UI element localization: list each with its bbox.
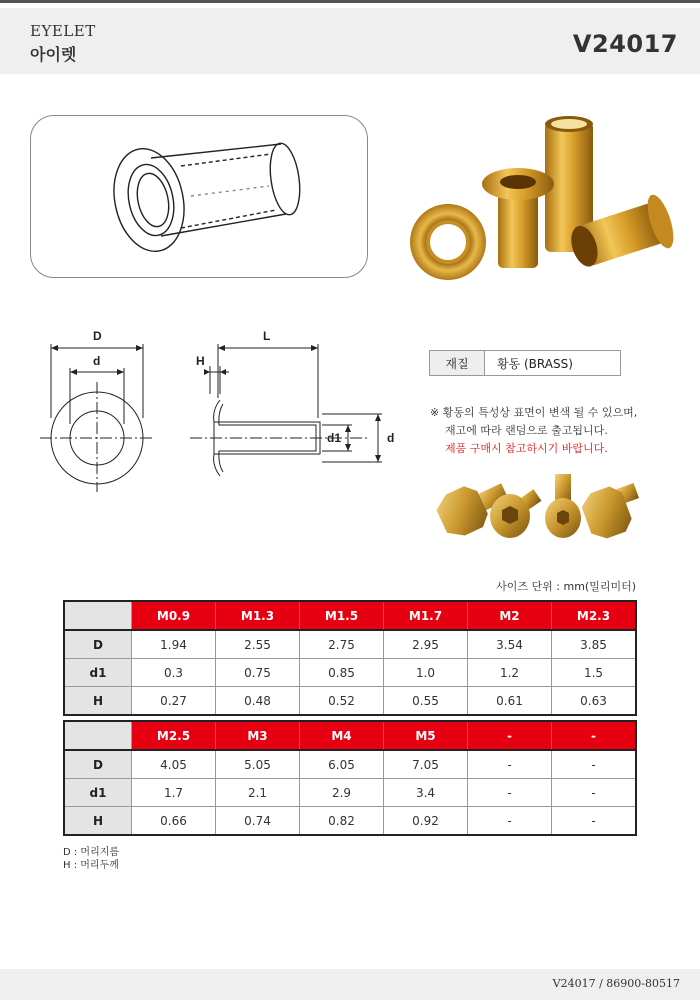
table-cell: 0.48	[216, 687, 300, 716]
label-d-side: d	[387, 431, 395, 445]
size-header: -	[468, 721, 552, 750]
table-cell: 0.27	[132, 687, 216, 716]
row-label: d1	[64, 659, 132, 687]
material-label: 재질	[430, 351, 485, 375]
note-line-3: 제품 구매시 참고하시기 바랍니다.	[445, 442, 608, 455]
table-cell: 2.95	[384, 630, 468, 659]
page-footer	[0, 969, 700, 1000]
size-header: M1.3	[216, 601, 300, 630]
size-table-1	[63, 600, 637, 716]
unit-note: 사이즈 단위 : mm(밀리미터)	[496, 580, 636, 593]
table-cell: -	[468, 779, 552, 807]
table-header-row	[64, 721, 636, 750]
label-L: L	[263, 329, 271, 343]
table-cell: 5.05	[216, 750, 300, 779]
label-d: d	[93, 354, 101, 368]
table-cell: 7.05	[384, 750, 468, 779]
header-corner	[64, 601, 132, 630]
table-cell: 0.92	[384, 807, 468, 836]
table-cell: 6.05	[300, 750, 384, 779]
eyelet-sketch-panel	[30, 115, 368, 278]
material-spec	[429, 350, 621, 376]
table-cell: 1.2	[468, 659, 552, 687]
row-label: D	[64, 750, 132, 779]
size-table-2	[63, 720, 637, 836]
table-cell: -	[552, 750, 637, 779]
table-cell: 0.52	[300, 687, 384, 716]
row-label: H	[64, 687, 132, 716]
table-cell: 2.9	[300, 779, 384, 807]
table-cell: 3.4	[384, 779, 468, 807]
size-header: M1.5	[300, 601, 384, 630]
label-H: H	[196, 354, 205, 368]
size-header: M2	[468, 601, 552, 630]
row-label: H	[64, 807, 132, 836]
brass-eyelets-photo	[400, 112, 675, 282]
row-label: d1	[64, 779, 132, 807]
label-d1: d1	[327, 431, 342, 445]
table-cell: 2.55	[216, 630, 300, 659]
table-cell: 0.82	[300, 807, 384, 836]
table-cell: 0.63	[552, 687, 637, 716]
title-en: EYELET	[30, 22, 96, 40]
note-line-1: ※ 황동의 특성상 표면이 변색 될 수 있으며,	[430, 406, 638, 419]
table-row	[64, 687, 636, 716]
size-header: M5	[384, 721, 468, 750]
table-cell: 1.5	[552, 659, 637, 687]
table-cell: 0.55	[384, 687, 468, 716]
table-row	[64, 807, 636, 836]
table-cell: 4.05	[132, 750, 216, 779]
size-header: -	[552, 721, 637, 750]
footer-code: V24017 / 86900-80517	[552, 977, 680, 990]
table-cell: -	[552, 779, 637, 807]
size-header: M2.5	[132, 721, 216, 750]
legend-H: H : 머리두께	[63, 860, 119, 871]
size-header: M2.3	[552, 601, 637, 630]
table-cell: -	[552, 807, 637, 836]
material-value: 황동 (BRASS)	[497, 356, 573, 371]
row-label: D	[64, 630, 132, 659]
header-corner	[64, 721, 132, 750]
eyelet-sketch-illustration	[31, 116, 367, 277]
table-row	[64, 750, 636, 779]
table-row	[64, 630, 636, 659]
size-header: M3	[216, 721, 300, 750]
label-D: D	[93, 329, 102, 343]
table-cell: 2.1	[216, 779, 300, 807]
product-code: V24017	[572, 30, 678, 58]
table-cell: 0.66	[132, 807, 216, 836]
legend-D: D : 머리지름	[63, 847, 120, 858]
table-row	[64, 779, 636, 807]
size-header: M4	[300, 721, 384, 750]
top-rule	[0, 0, 700, 8]
table-cell: 1.7	[132, 779, 216, 807]
size-header: M0.9	[132, 601, 216, 630]
table-header-row	[64, 601, 636, 630]
page-header	[0, 8, 700, 74]
table-cell: 0.61	[468, 687, 552, 716]
table-cell: -	[468, 807, 552, 836]
table-cell: 0.75	[216, 659, 300, 687]
table-cell: 0.74	[216, 807, 300, 836]
table-cell: -	[468, 750, 552, 779]
table-cell: 2.75	[300, 630, 384, 659]
table-cell: 0.85	[300, 659, 384, 687]
material-note	[430, 404, 637, 458]
table-cell: 3.85	[552, 630, 637, 659]
title-ko: 아이렛	[30, 45, 77, 64]
table-cell: 1.0	[384, 659, 468, 687]
dimension-legend	[63, 846, 119, 872]
table-cell: 1.94	[132, 630, 216, 659]
size-header: M1.7	[384, 601, 468, 630]
note-line-2: 재고에 따라 랜덤으로 출고됩니다.	[445, 424, 608, 437]
table-cell: 3.54	[468, 630, 552, 659]
brass-bolts-photo	[430, 466, 645, 546]
table-row	[64, 659, 636, 687]
dimension-drawing	[30, 322, 410, 492]
table-cell: 0.3	[132, 659, 216, 687]
